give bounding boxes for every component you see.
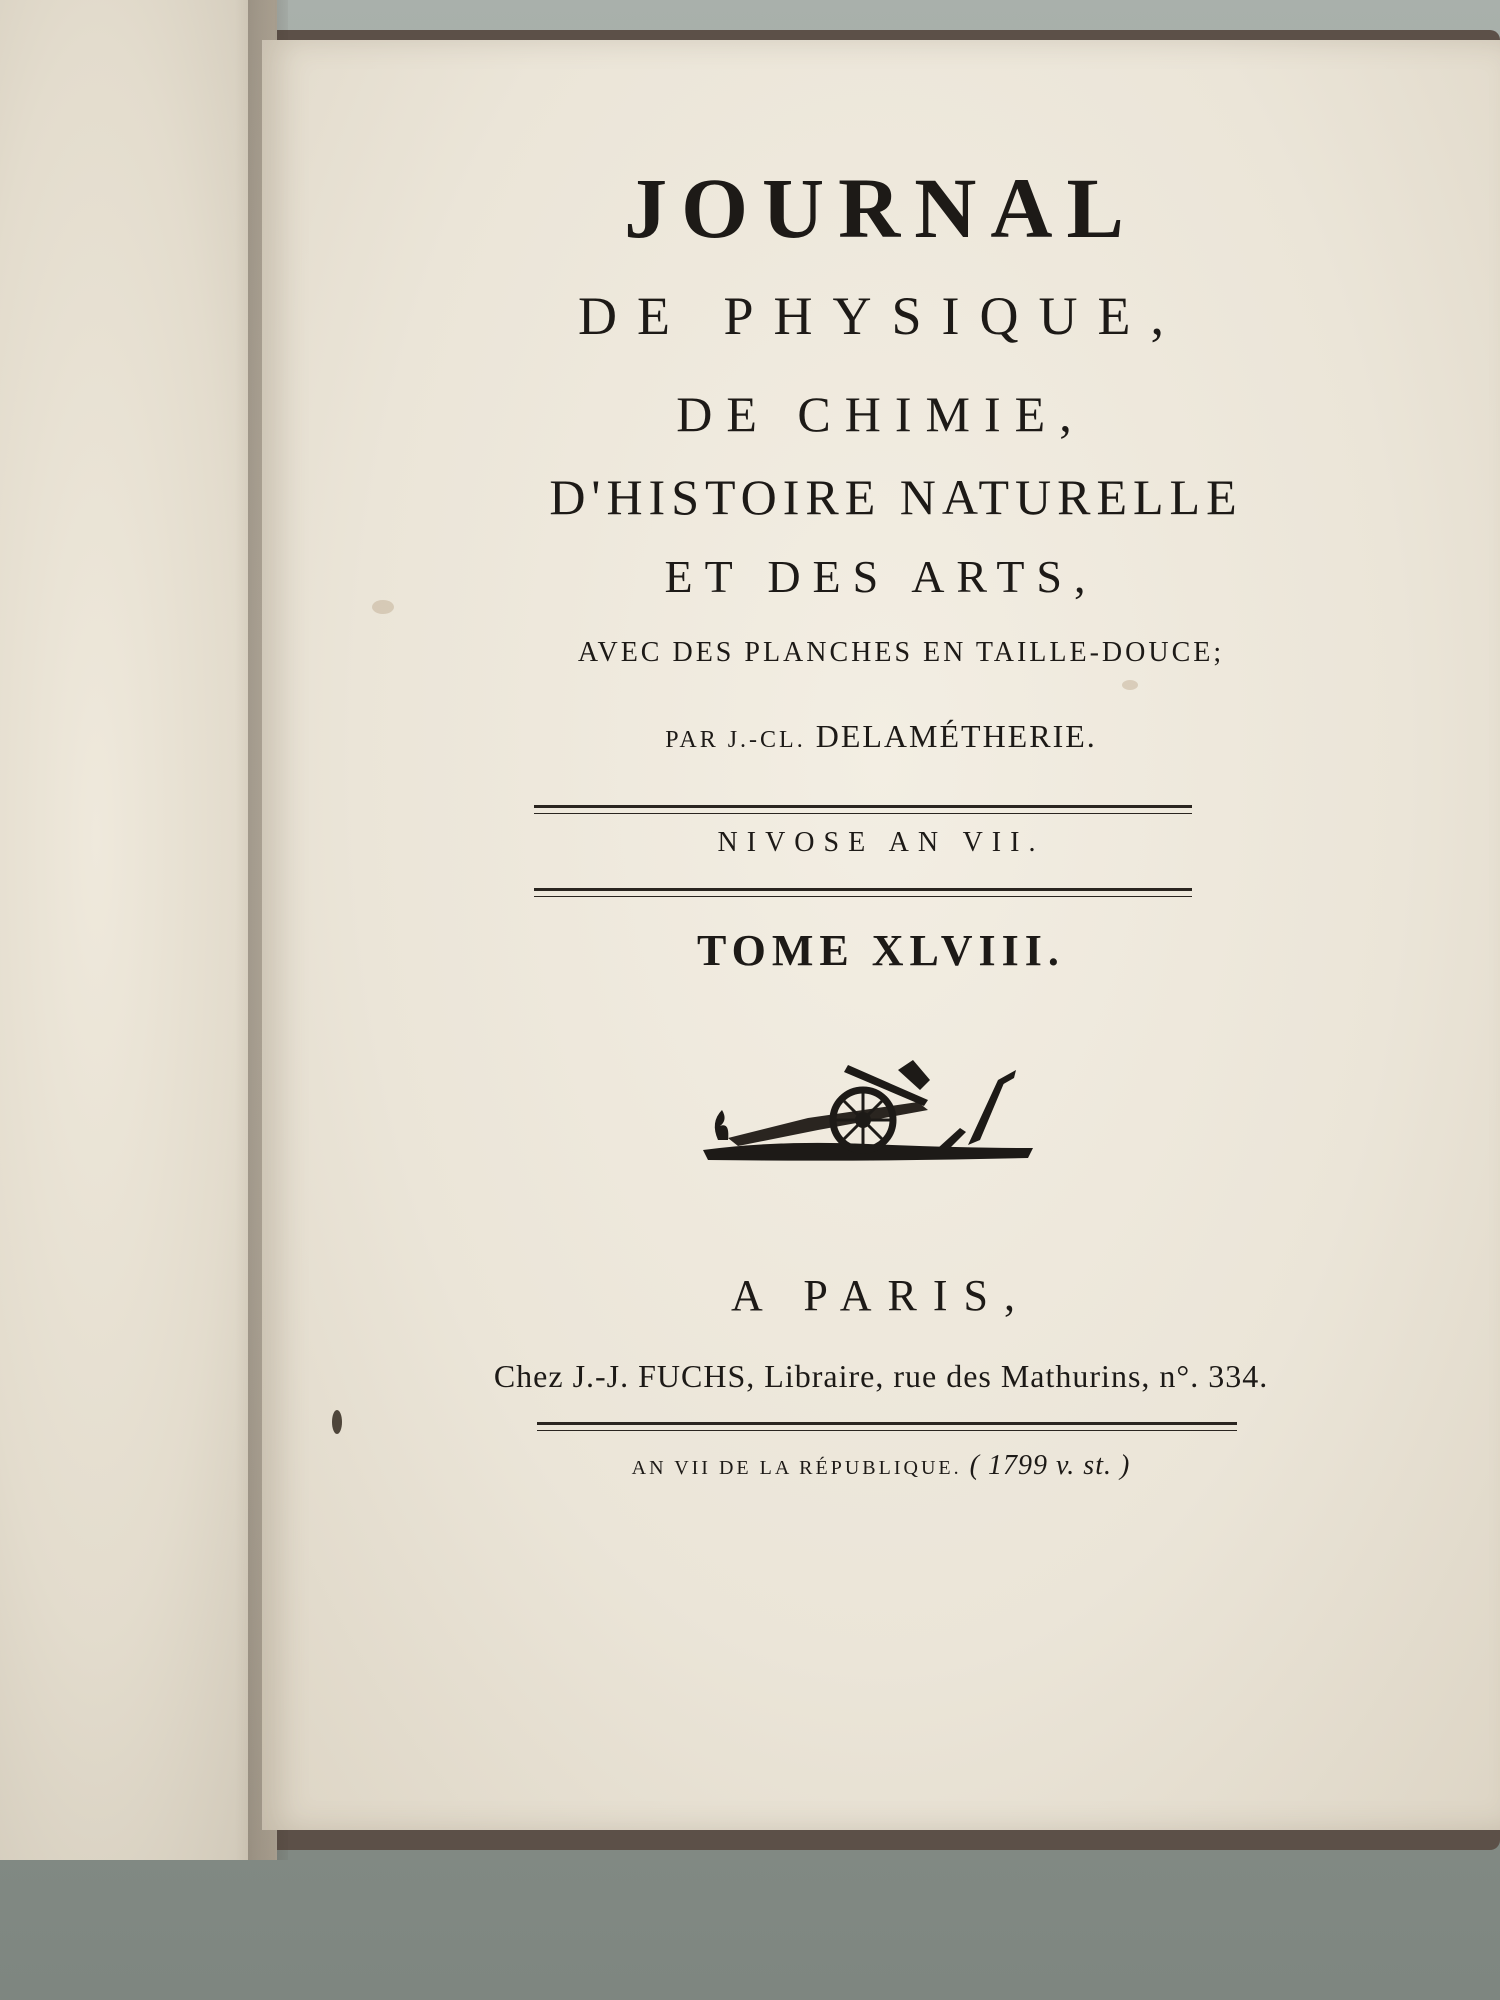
imprint-year: ( 1799 v. st. ) xyxy=(969,1450,1131,1481)
author-line xyxy=(262,718,1500,755)
double-rule-bottom xyxy=(537,1422,1237,1431)
title-line-chimie: DE CHIMIE, xyxy=(676,386,1086,442)
issue-date: NIVOSE AN VII. xyxy=(717,827,1045,858)
title-line-arts: ET DES ARTS, xyxy=(664,551,1098,602)
double-rule-middle xyxy=(534,888,1192,897)
title-line-planches: AVEC DES PLANCHES EN TAILLE-DOUCE; xyxy=(577,637,1225,668)
imprint-line xyxy=(262,1450,1500,1482)
publisher-line: Chez J.-J. FUCHS, Libraire, rue des Mathurins, n°. 334. xyxy=(493,1358,1269,1394)
journal-title: JOURNAL xyxy=(624,160,1138,256)
left-flyleaf-page xyxy=(0,0,277,1860)
volume-number: TOME XLVIII. xyxy=(697,926,1065,975)
title-page-text xyxy=(262,40,1500,1830)
imprint-text: AN VII DE LA RÉPUBLIQUE. xyxy=(631,1457,962,1479)
author-prefix: PAR J.-CL. xyxy=(665,727,806,753)
plough-vignette-icon xyxy=(698,1040,1038,1170)
author-name: DELAMÉTHERIE. xyxy=(815,718,1097,754)
title-line-histoire: D'HISTOIRE NATURELLE xyxy=(549,469,1243,525)
publication-place: A PARIS, xyxy=(730,1271,1032,1320)
title-line-physique: DE PHYSIQUE, xyxy=(577,286,1184,346)
double-rule-top xyxy=(534,805,1192,814)
